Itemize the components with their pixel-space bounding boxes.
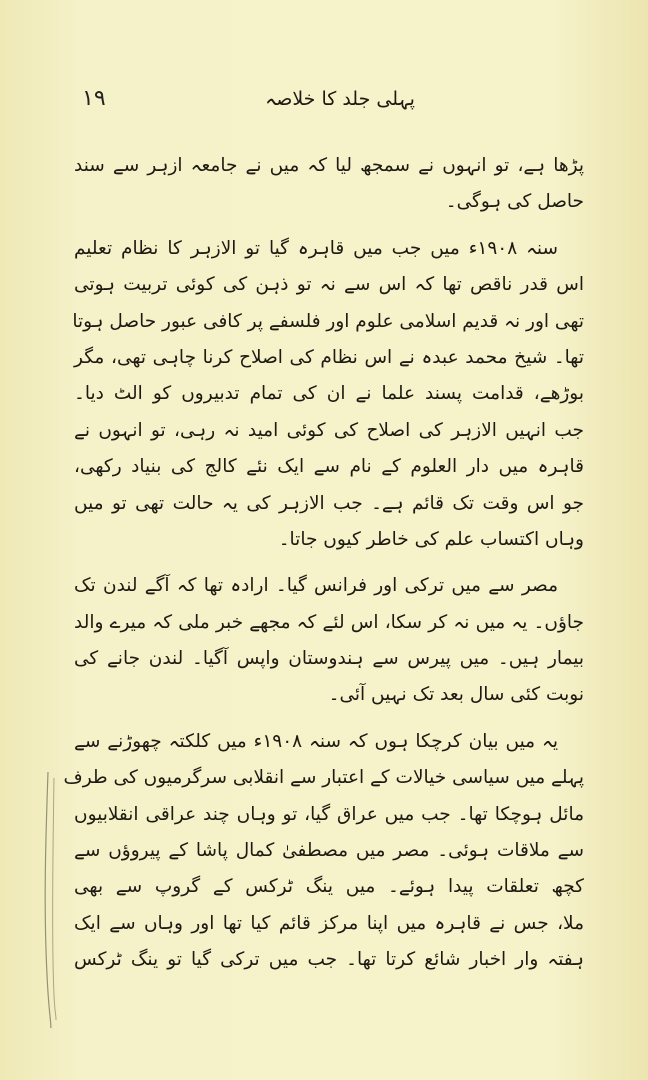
text-line: بیمار ہیں۔ میں پیرس سے ہندوستان واپس آگیا۔ لندن جانے کی [74,648,584,670]
text-line: سے ملاقات ہوئی۔ مصر میں مصطفیٰ کمال پاشا کے پیروؤں سے [74,840,584,862]
text-line: تھا۔ شیخ محمد عبدہ نے اس نظام کی اصلاح کرنا چاہی تھی، مگر [74,346,584,368]
text-line: تھی اور نہ قدیم اسلامی علوم اور فلسفے پر کافی عبور حاصل ہوتا [72,310,584,332]
text-line: پڑھا ہے، تو انہوں نے سمجھ لیا کہ میں نے جامعہ ازہر سے سند [74,155,584,176]
page-header [70,86,580,126]
text-line: ہفتہ وار اخبار شائع کرتا تھا۔ جب میں ترکی گیا تو ینگ ٹرکس [74,949,584,971]
paragraph-3 [74,568,584,714]
text-line: مائل ہوچکا تھا۔ جب میں عراق گیا، تو وہاں چند عراقی انقلابیوں [74,803,584,825]
paragraph-4 [63,724,584,979]
body-text [63,148,584,989]
text-line: قاہرہ میں دار العلوم کے نام سے ایک نئے کالج کی بنیاد رکھی، [74,456,584,478]
text-line: مصر سے میں ترکی اور فرانس گیا۔ ارادہ تھا کہ آگے لندن تک [74,575,558,597]
text-line: جاؤں۔ یہ میں نہ کر سکا، اس لئے کہ مجھے خبر ملی کہ میرے والد [74,611,584,633]
text-line: یہ میں بیان کرچکا ہوں کہ سنہ ۱۹۰۸ء میں کلکتہ چھوڑنے سے [74,730,558,752]
page-number: ۱۹ [82,86,106,111]
text-line: نوبت کئی سال بعد تک نہیں آئی۔ [328,684,584,706]
paragraph-1 [74,148,584,221]
text-line: وہاں اکتساب علم کی خاطر کیوں جاتا۔ [278,528,584,550]
text-line: جو اس وقت تک قائم ہے۔ جب الازہر کی یہ حالت تھی تو میں [74,492,584,514]
paragraph-2 [74,231,584,559]
text-line: حاصل کی ہوگی۔ [445,191,584,213]
text-line: اس قدر ناقص تھا کہ اس سے نہ تو ذہن کی کوئی تربیت ہوتی [74,274,584,296]
pencil-margin-mark [34,770,64,1030]
text-line: سنہ ۱۹۰۸ء میں جب میں قاہرہ گیا تو الازہر کا نظام تعلیم [74,237,559,259]
text-line: بوڑھے، قدامت پسند علما نے ان کی تمام تدبیروں کو الٹ دیا۔ [74,383,584,405]
text-line: پہلے میں سیاسی خیالات کے اعتبار سے انقلابی سرگرمیوں کی طرف [63,767,584,789]
text-line: جب انہیں الازہر کی اصلاح کی کوئی امید نہ رہی، تو انہوں نے [74,419,584,441]
running-title: پہلی جلد کا خلاصہ [265,88,415,110]
text-line: کچھ تعلقات پیدا ہوئے۔ میں ینگ ٹرکس کے گروپ سے بھی [74,876,584,898]
text-line: ملا، جس نے قاہرہ میں اپنا مرکز قائم کیا تھا اور وہاں سے ایک [74,912,584,934]
